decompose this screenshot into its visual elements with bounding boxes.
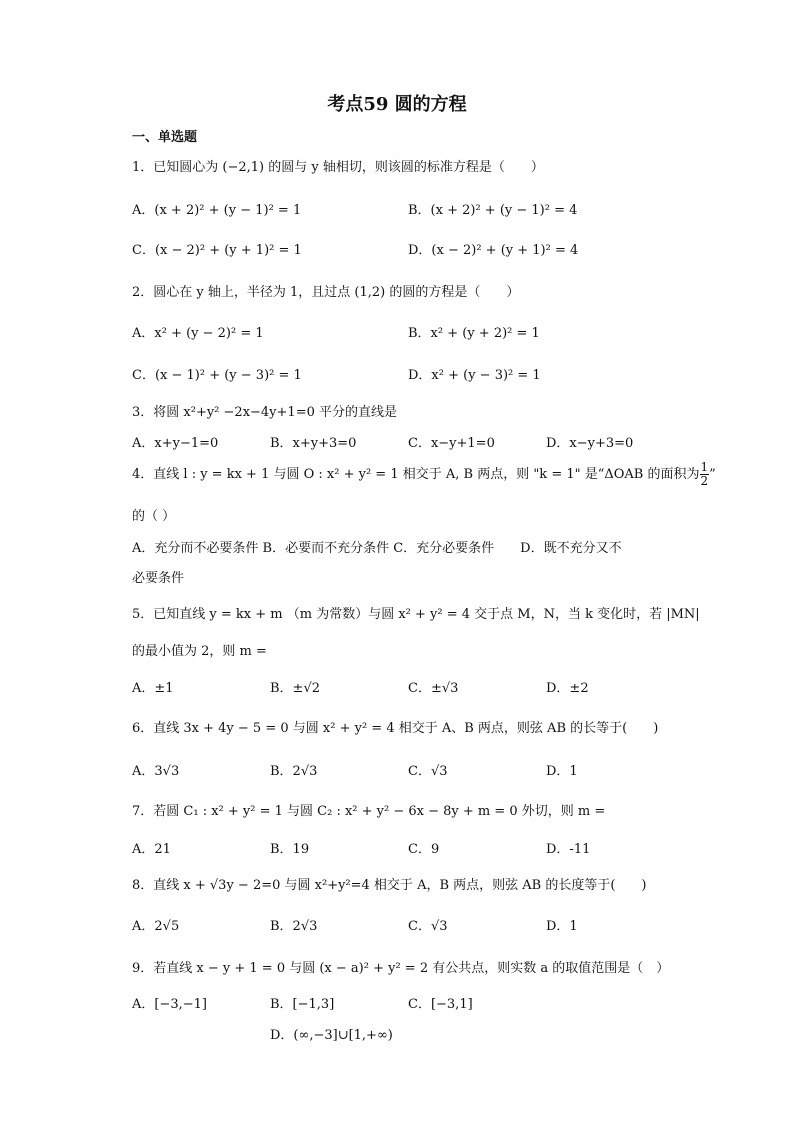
question-9-option-c: C．[−3,1] bbox=[408, 997, 473, 1012]
question-2-option-b: B．x² + (y + 2)² = 1 bbox=[408, 326, 540, 341]
question-4-options: A．充分而不必要条件 B．必要而不充分条件 C．充分必要条件 D．既不充分又不 bbox=[132, 541, 622, 556]
question-4-stem: 4．直线 l : y = kx + 1 与圆 O : x² + y² = 1 相交于 A, B 两点，则 "k = 1" 是“ΔOAB 的面积为 $\frac{1}{2}$ ” bbox=[132, 460, 716, 488]
question-7-option-d: D．-11 bbox=[546, 842, 591, 857]
question-2-option-c: C．(x − 1)² + (y − 3)² = 1 bbox=[132, 368, 302, 383]
question-3-option-b: B．x+y+3=0 bbox=[270, 436, 357, 451]
question-5-option-b: B．±√2 bbox=[270, 681, 321, 696]
question-9-option-b: B．[−1,3] bbox=[270, 997, 335, 1012]
question-2-option-d: D．x² + (y − 3)² = 1 bbox=[408, 368, 541, 383]
question-6-option-c: C．√3 bbox=[408, 764, 448, 779]
question-9-option-d: D．(∞,−3]∪[1,+∞) bbox=[270, 1028, 393, 1043]
question-6-option-d: D．1 bbox=[546, 764, 578, 779]
question-4-stem-text: 4．直线 l : y = kx + 1 与圆 O : x² + y² = 1 相交于 A, B 两点，则 "k = 1" 是“ΔOAB 的面积为 bbox=[132, 467, 700, 482]
question-7-stem: 7．若圆 C₁ : x² + y² = 1 与圆 C₂ : x² + y² − 6x − 8y + m = 0 外切，则 m = bbox=[132, 804, 606, 819]
question-9-stem: 9．若直线 x − y + 1 = 0 与圆 (x − a)² + y² = 2 有公共点，则实数 a 的取值范围是（ ） bbox=[132, 961, 670, 976]
question-4-stem-cont: 的（ ） bbox=[132, 509, 176, 524]
question-8-option-b: B．2√3 bbox=[270, 919, 318, 934]
question-8-option-a: A．2√5 bbox=[132, 919, 180, 934]
page-title: 考点59 圆的方程 bbox=[327, 94, 467, 115]
question-8-option-c: C．√3 bbox=[408, 919, 448, 934]
fraction-one-half: $\frac{1}{2}$ bbox=[700, 460, 709, 488]
question-7-option-b: B．19 bbox=[270, 842, 310, 857]
question-7-option-a: A．21 bbox=[132, 842, 171, 857]
question-3-option-d: D．x−y+3=0 bbox=[546, 436, 634, 451]
question-6-option-a: A．3√3 bbox=[132, 764, 180, 779]
question-6-stem: 6．直线 3x + 4y − 5 = 0 与圆 x² + y² = 4 相交于 A、B 两点，则弦 AB 的长等于( ) bbox=[132, 721, 659, 736]
question-3-stem: 3．将圆 x²+y² −2x−4y+1=0 平分的直线是 bbox=[132, 405, 397, 420]
section-heading: 一、单选题 bbox=[132, 130, 198, 145]
question-9-option-a: A．[−3,−1] bbox=[132, 997, 207, 1012]
question-1-option-b: B．(x + 2)² + (y − 1)² = 4 bbox=[408, 203, 578, 218]
question-1-option-a: A．(x + 2)² + (y − 1)² = 1 bbox=[132, 203, 302, 218]
question-1-option-d: D．(x − 2)² + (y + 1)² = 4 bbox=[408, 243, 579, 258]
question-5-option-c: C．±√3 bbox=[408, 681, 459, 696]
question-4-options-cont: 必要条件 bbox=[132, 571, 185, 586]
question-2-option-a: A．x² + (y − 2)² = 1 bbox=[132, 326, 264, 341]
question-1-stem: 1．已知圆心为 (−2,1) 的圆与 y 轴相切，则该圆的标准方程是（ ） bbox=[132, 160, 544, 175]
question-3-option-a: A．x+y−1=0 bbox=[132, 436, 219, 451]
question-3-option-c: C．x−y+1=0 bbox=[408, 436, 495, 451]
question-2-stem: 2．圆心在 y 轴上，半径为 1，且过点 (1,2) 的圆的方程是（ ） bbox=[132, 285, 520, 300]
question-5-stem-cont: 的最小值为 2，则 m = bbox=[132, 644, 267, 659]
question-5-stem: 5．已知直线 y = kx + m （m 为常数）与圆 x² + y² = 4 交于点 M，N，当 k 变化时，若 |MN| bbox=[132, 607, 700, 622]
question-5-option-a: A．±1 bbox=[132, 681, 174, 696]
question-8-option-d: D．1 bbox=[546, 919, 578, 934]
question-6-option-b: B．2√3 bbox=[270, 764, 318, 779]
question-5-option-d: D．±2 bbox=[546, 681, 589, 696]
question-7-option-c: C．9 bbox=[408, 842, 440, 857]
question-1-option-c: C．(x − 2)² + (y + 1)² = 1 bbox=[132, 243, 302, 258]
question-8-stem: 8．直线 x + √3y − 2=0 与圆 x²+y²=4 相交于 A，B 两点，则弦 AB 的长度等于( ) bbox=[132, 878, 647, 893]
